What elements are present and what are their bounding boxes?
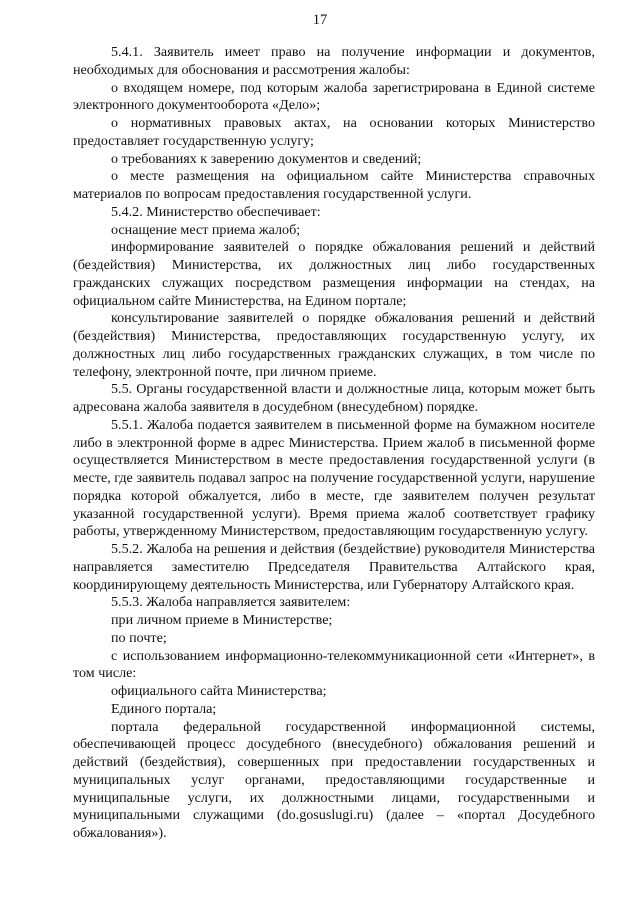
paragraph: о входящем номере, под которым жалоба зарегистрирована в Единой системе электронного документооборота «Дело»; — [73, 79, 595, 114]
paragraph: 5.5.1. Жалоба подается заявителем в письменной форме на бумажном носителе либо в электронной форме в адрес Министерства. Прием жалоб в письменной форме осуществляется Министерством в месте предоставления государственной услуги (в месте, где заявитель подавал запрос на получение государственной услуги, нарушение порядка которой обжалуется, либо в месте, где заявителем получен результат указанной государственной услуги). Время приема жалоб соответствует графику работы, утвержденному Министерством, предоставляющим государственную услугу. — [73, 416, 595, 540]
paragraph: официального сайта Министерства; — [111, 683, 327, 699]
paragraph: о требованиях к заверению документов и сведений; — [111, 150, 422, 167]
document-body — [73, 44, 595, 843]
paragraph: оснащение мест приема жалоб; — [111, 221, 301, 238]
paragraph: 5.5.2. Жалоба на решения и действия (бездействие) руководителя Министерства направляется заместителю Председателя Правительства Алтайского края, координирующему деятельность Министерства, или Губернатору Алтайского края. — [73, 541, 595, 593]
paragraph: Единого портала; — [111, 700, 217, 717]
paragraph: 5.5.3. Жалоба направляется заявителем: — [111, 594, 351, 611]
paragraph: с использованием информационно-телекоммуникационной сети «Интернет», в том числе: — [73, 647, 595, 682]
paragraph: о нормативных правовых актах, на основании которых Министерство предоставляет государственную услугу; — [73, 115, 595, 149]
paragraph: портала федеральной государственной информационной системы, обеспечивающей процесс досудебного (внесудебного) обжалования решений и действий (бездействия), совершенных при предоставлении государственных и муниципальных услуг органами, предоставляющими государственные и муниципальные услуги, их должностными лицами, государственными и муниципальными служащими (do.gosuslugi.ru) (далее – «портал Досудебного обжалования»). — [73, 718, 595, 841]
paragraph: о месте размещения на официальном сайте Министерства справочных материалов по вопросам предоставления государственной услуги. — [73, 168, 595, 202]
page-number: 17 — [312, 12, 328, 28]
paragraph: информирование заявителей о порядке обжалования решений и действий (бездействия) Министерства, их должностных лиц либо государственных гражданских служащих посредством размещения информации на стендах, на официальном сайте Министерства, на Едином портале; — [73, 239, 595, 309]
paragraph: при личном приеме в Министерстве; — [111, 612, 333, 628]
paragraph: консультирование заявителей о порядке обжалования решений и действий (бездействия) Министерства, предоставляющих государственную услугу, их должностных лиц либо государственных гражданских служащих, в том числе по телефону, электронной почте, при личном приеме. — [73, 310, 595, 380]
paragraph: 5.4.2. Министерство обеспечивает: — [111, 203, 321, 220]
paragraph: 5.5. Органы государственной власти и должностные лица, которым может быть адресована жалоба заявителя в досудебном (внесудебном) порядке. — [73, 381, 595, 415]
paragraph: 5.4.1. Заявитель имеет право на получение информации и документов, необходимых для обоснования и рассмотрения жалобы: — [73, 44, 595, 78]
paragraph: по почте; — [111, 629, 167, 646]
